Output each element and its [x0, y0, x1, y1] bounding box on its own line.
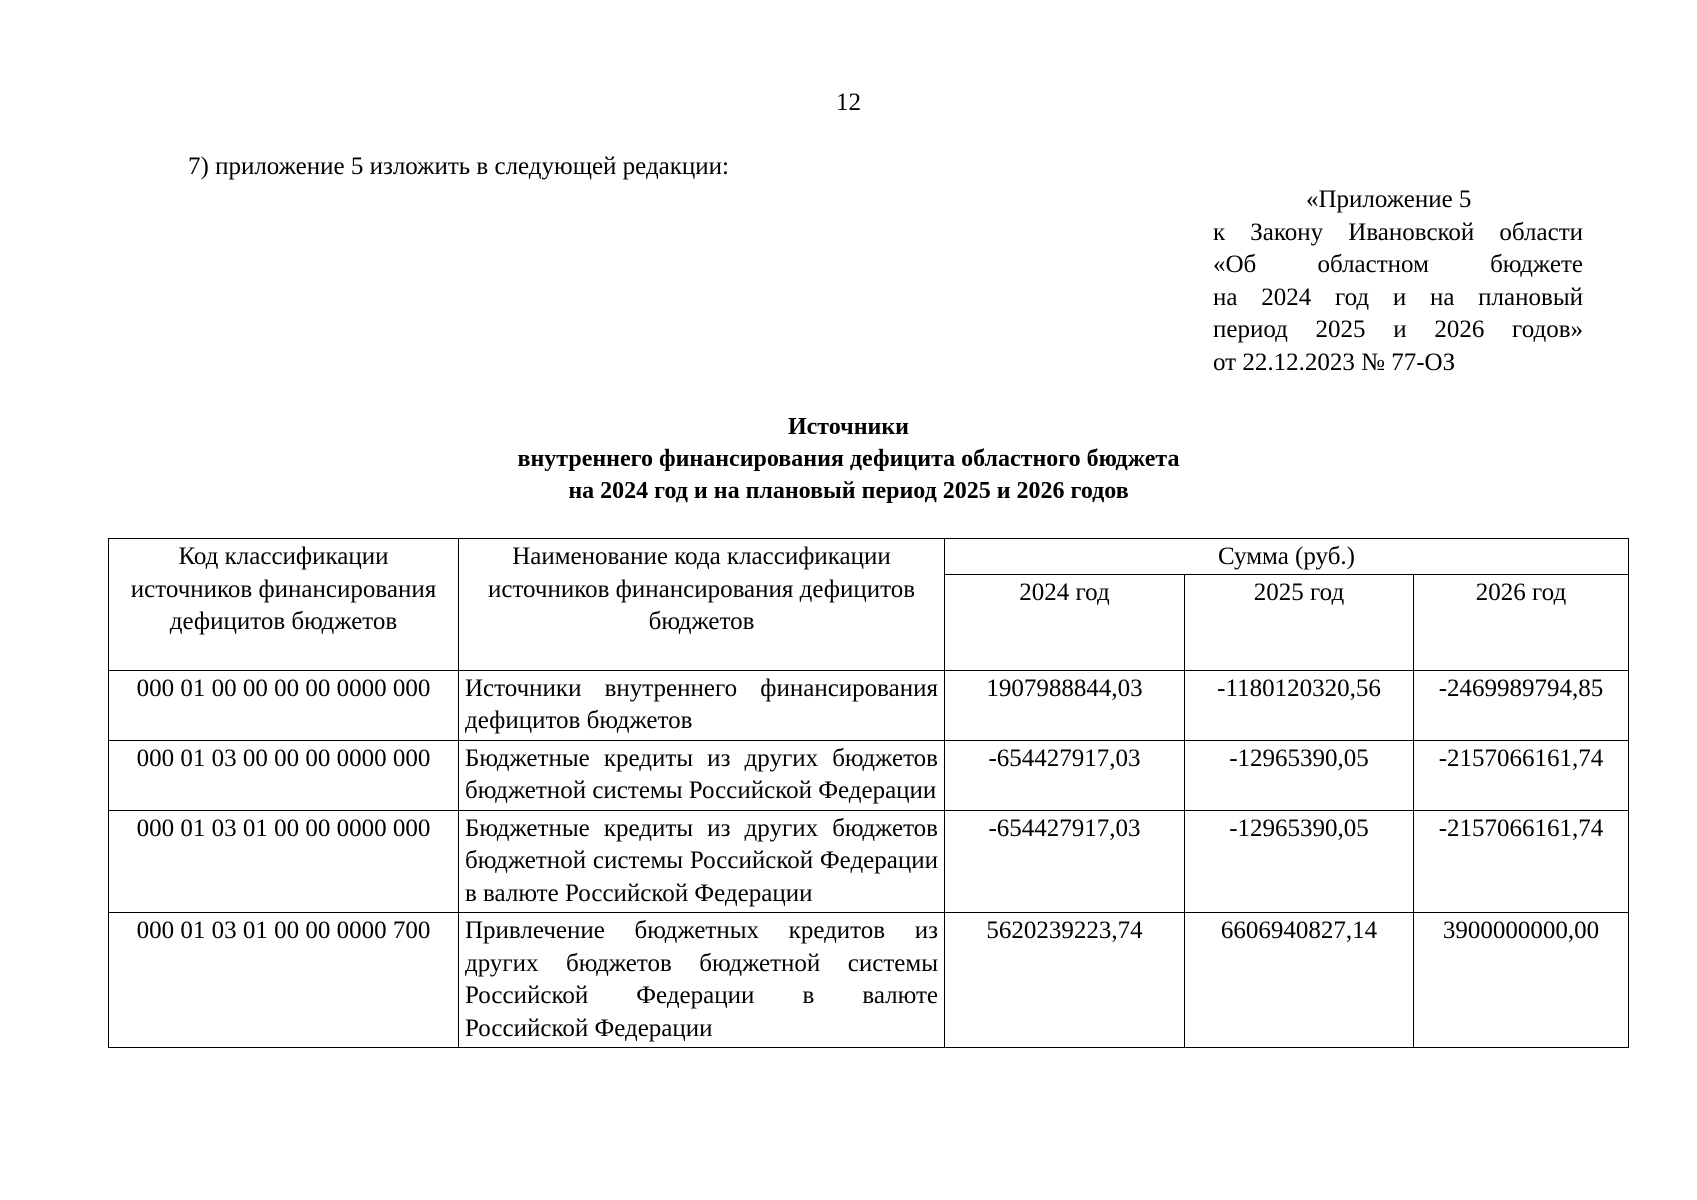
table-row: [109, 670, 1629, 740]
table-row: [109, 913, 1629, 1048]
header-year-2024: 2024 год: [945, 574, 1185, 670]
header-sum: Сумма (руб.): [945, 539, 1629, 575]
row-code: 000 01 00 00 00 00 0000 000: [109, 670, 459, 740]
table-row: [109, 810, 1629, 913]
appendix-reference: [1213, 184, 1583, 379]
document-title: [0, 411, 1697, 507]
row-value-2024: -654427917,03: [945, 810, 1185, 913]
page-number: 12: [836, 89, 861, 116]
appendix-ref-line: от 22.12.2023 № 77-ОЗ: [1213, 348, 1456, 376]
row-value-2025: -1180120320,56: [1185, 670, 1414, 740]
title-line-1: Источники: [787, 414, 910, 440]
instruction-text: 7) приложение 5 изложить в следующей редакции:: [188, 153, 729, 180]
financing-sources-table: [108, 538, 1629, 1048]
row-name: Привлечение бюджетных кредитов из других бюджетов бюджетной системы Российской Федерации в валюте Российской Федерации: [459, 913, 945, 1048]
header-year-2026: 2026 год: [1414, 574, 1629, 670]
row-code: 000 01 03 01 00 00 0000 700: [109, 913, 459, 1048]
row-name: Источники внутреннего финансирования дефицитов бюджетов: [459, 670, 945, 740]
appendix-ref-line: к Закону Ивановской области: [1213, 218, 1583, 246]
row-value-2025: -12965390,05: [1185, 810, 1414, 913]
row-value-2026: -2157066161,74: [1414, 810, 1629, 913]
row-value-2026: 3900000000,00: [1414, 913, 1629, 1048]
row-code: 000 01 03 01 00 00 0000 000: [109, 810, 459, 913]
header-name: Наименование кода классификации источников финансирования дефицитов бюджетов: [459, 539, 945, 671]
row-value-2024: 1907988844,03: [945, 670, 1185, 740]
row-code: 000 01 03 00 00 00 0000 000: [109, 740, 459, 810]
row-value-2024: -654427917,03: [945, 740, 1185, 810]
title-line-3: на 2024 год и на плановый период 2025 и 2026 годов: [568, 478, 1129, 504]
appendix-ref-line: период 2025 и 2026 годов»: [1213, 316, 1583, 343]
header-code: Код классификации источников финансирования дефицитов бюджетов: [109, 539, 459, 671]
row-value-2025: -12965390,05: [1185, 740, 1414, 810]
row-name: Бюджетные кредиты из других бюджетов бюджетной системы Российской Федерации в валюте Российской Федерации: [459, 810, 945, 913]
row-value-2024: 5620239223,74: [945, 913, 1185, 1048]
appendix-ref-line: «Приложение 5: [1306, 186, 1472, 213]
row-value-2026: -2469989794,85: [1414, 670, 1629, 740]
row-value-2025: 6606940827,14: [1185, 913, 1414, 1048]
header-year-2025: 2025 год: [1185, 574, 1414, 670]
appendix-ref-line: на 2024 год и на плановый: [1213, 283, 1583, 311]
table-row: [109, 740, 1629, 810]
row-name: Бюджетные кредиты из других бюджетов бюджетной системы Российской Федерации: [459, 740, 945, 810]
row-value-2026: -2157066161,74: [1414, 740, 1629, 810]
title-line-2: внутреннего финансирования дефицита областного бюджета: [517, 446, 1180, 472]
appendix-ref-line: «Об областном бюджете: [1213, 251, 1583, 278]
